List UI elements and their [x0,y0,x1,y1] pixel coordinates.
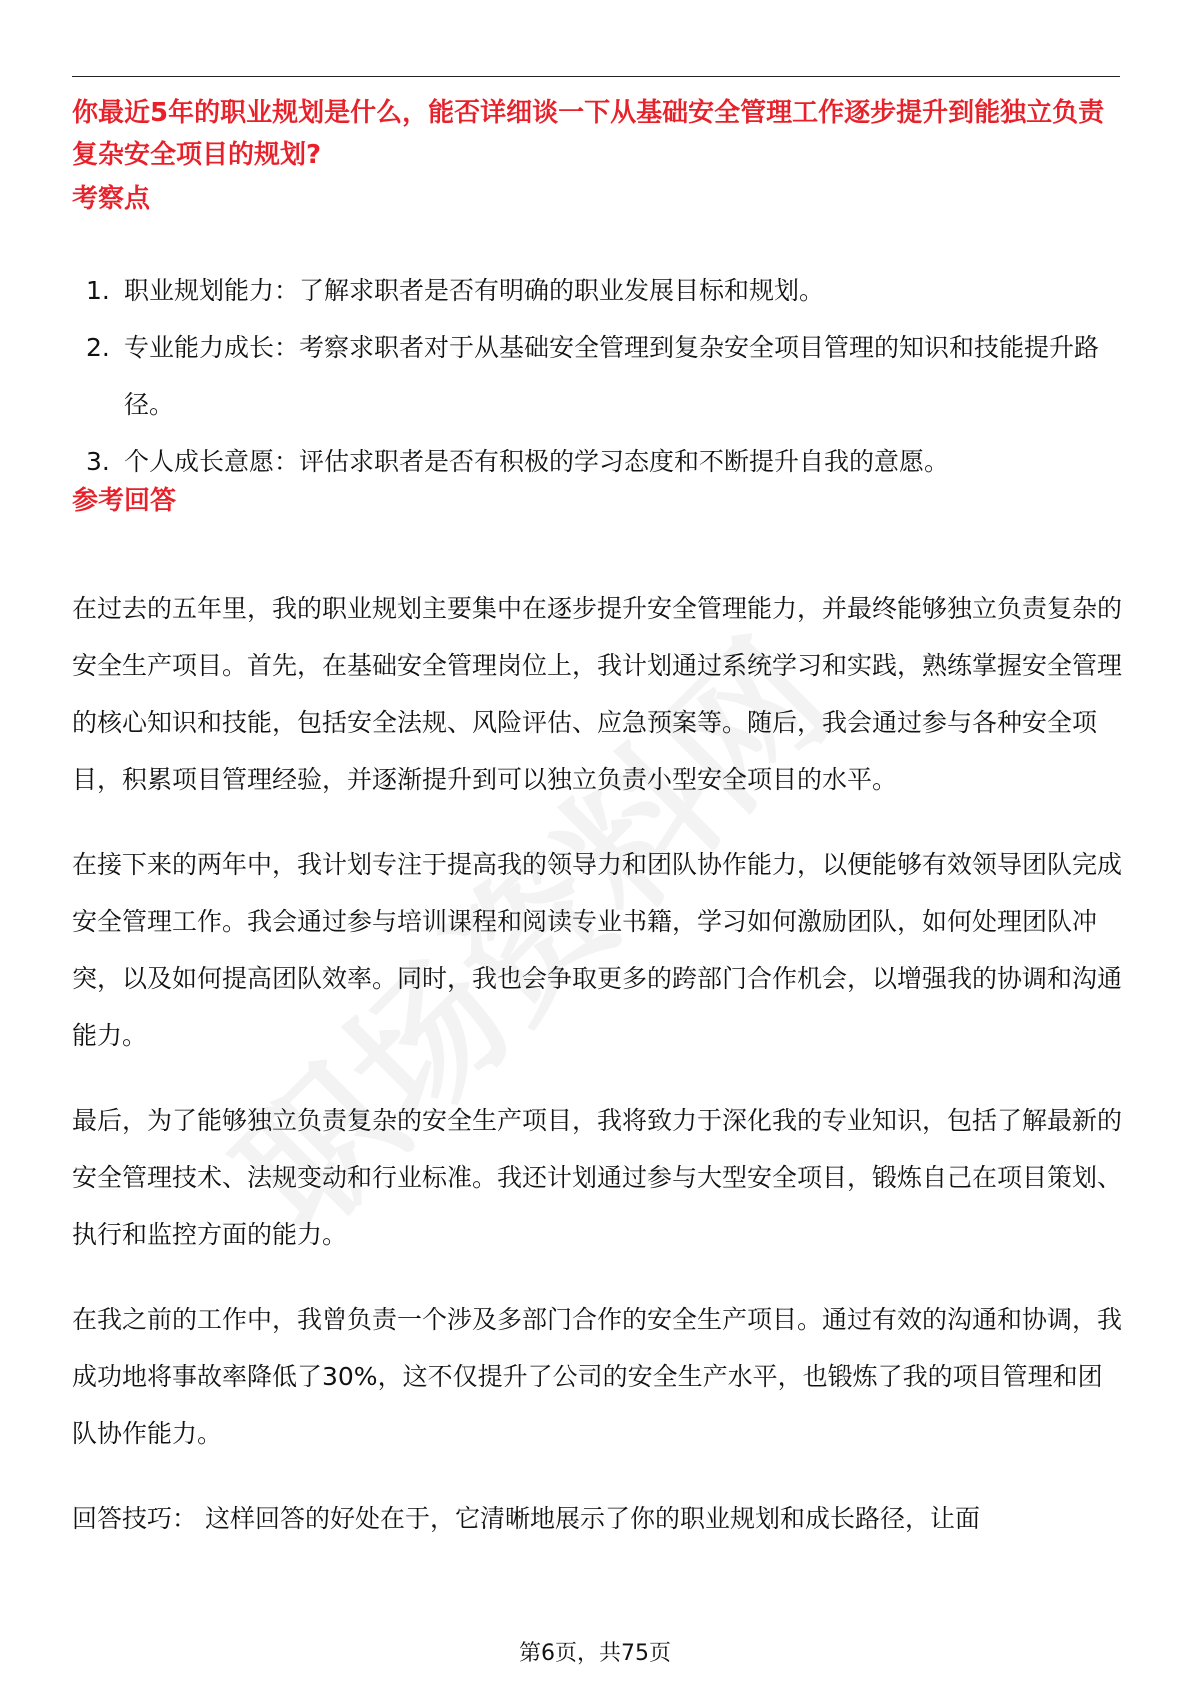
answer-section-title: 参考回答 [72,486,177,516]
points-list [72,262,1122,490]
list-number: 2. [86,333,110,362]
list-text: 个人成长意愿：评估求职者是否有积极的学习态度和不断提升自我的意愿。 [124,447,950,476]
answer-paragraph: 最后，为了能够独立负责复杂的安全生产项目，我将致力于深化我的专业知识，包括了解最新的安全管理技术、法规变动和行业标准。我还计划通过参与大型安全项目，锻炼自己在项目策划、执行和监控方面的能力。 [72,1106,1123,1249]
list-item [72,262,1122,319]
list-text: 专业能力成长：考察求职者对于从基础安全管理到复杂安全项目管理的知识和技能提升路径。 [124,333,1100,419]
list-number: 3. [86,447,110,476]
answer-body [72,580,1122,1575]
list-item [72,319,1122,433]
answer-paragraph: 在接下来的两年中，我计划专注于提高我的领导力和团队协作能力，以便能够有效领导团队完成安全管理工作。我会通过参与培训课程和阅读专业书籍，学习如何激励团队，如何处理团队冲突，以及如何提高团队效率。同时，我也会争取更多的跨部门合作机会，以增强我的协调和沟通能力。 [72,850,1123,1050]
answer-paragraph: 在过去的五年里，我的职业规划主要集中在逐步提升安全管理能力，并最终能够独立负责复杂的安全生产项目。首先，在基础安全管理岗位上，我计划通过系统学习和实践，熟练掌握安全管理的核心知识和技能，包括安全法规、风险评估、应急预案等。随后，我会通过参与各种安全项目，积累项目管理经验，并逐渐提升到可以独立负责小型安全项目的水平。 [72,594,1123,794]
list-number: 1. [86,276,110,305]
top-divider [72,76,1120,77]
answer-paragraph: 在我之前的工作中，我曾负责一个涉及多部门合作的安全生产项目。通过有效的沟通和协调，我成功地将事故率降低了30%，这不仅提升了公司的安全生产水平，也锻炼了我的项目管理和团队协作能力。 [72,1305,1123,1448]
page-footer: 第6页，共75页 [519,1641,671,1666]
list-text: 职业规划能力：了解求职者是否有明确的职业发展目标和规划。 [124,276,825,305]
answer-tip: 回答技巧： 这样回答的好处在于，它清晰地展示了你的职业规划和成长路径，让面 [72,1504,980,1533]
list-item [72,433,1122,490]
question-heading: 你最近5年的职业规划是什么，能否详细谈一下从基础安全管理工作逐步提升到能独立负责复杂安全项目的规划? [72,98,1105,170]
points-section-title: 考察点 [72,184,151,214]
